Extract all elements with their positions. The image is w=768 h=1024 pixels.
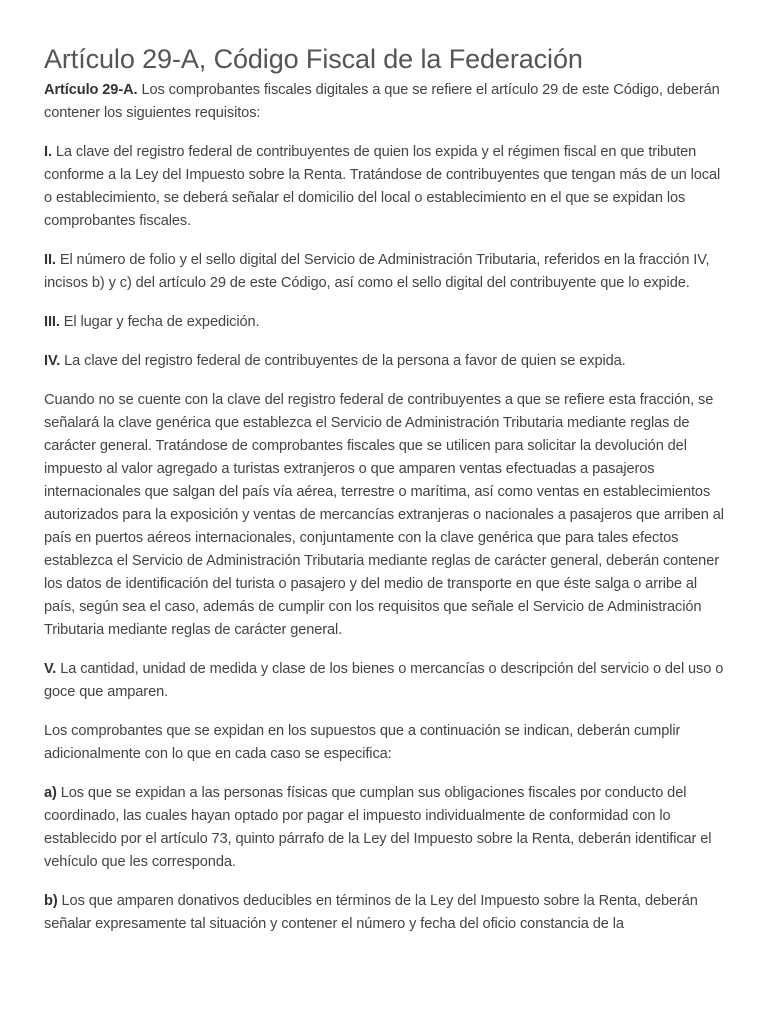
paragraph-text: El número de folio y el sello digital del Servicio de Administración Tributaria, referidos en la fracción IV, incisos b) y c) del artículo 29 de este Código, así como el sello digital del contribuyente que lo expide. (44, 252, 710, 291)
paragraph-text: La clave del registro federal de contribuyentes de la persona a favor de quien se expida. (60, 353, 626, 369)
paragraph-text: Los que se expidan a las personas físicas que cumplan sus obligaciones fiscales por conducto del coordinado, las cuales hayan optado por pagar el impuesto individualmente de conformidad con lo establecido por el artículo 73, quinto párrafo de la Ley del Impuesto sobre la Renta, deberán identificar el vehículo que les corresponda. (44, 785, 712, 870)
paragraph-fraction-iv-detail (44, 389, 728, 642)
paragraph-lead: II. (44, 252, 56, 268)
paragraph-text: La clave del registro federal de contribuyentes de quien los expida y el régimen fiscal en que tributen conforme a la Ley del Impuesto sobre la Renta. Tratándose de contribuyentes que tengan más de un local o establecimiento, se deberá señalar el domicilio del local o establecimiento en el que se expidan los comprobantes fiscales. (44, 144, 721, 229)
paragraph-inciso-a (44, 782, 728, 874)
paragraph-text: Los comprobantes que se expidan en los supuestos que a continuación se indican, deberán cumplir adicionalmente con lo que en cada caso se especifica: (44, 723, 681, 762)
paragraph-fraction-i (44, 141, 728, 233)
page-title: Artículo 29-A, Código Fiscal de la Federación (44, 44, 583, 74)
paragraph-lead: IV. (44, 353, 61, 369)
paragraph-lead: III. (44, 314, 60, 330)
paragraph-fraction-iii (44, 311, 728, 334)
paragraph-lead: V. (44, 661, 57, 677)
paragraph-fraction-ii (44, 249, 728, 295)
paragraph-lead: b) (44, 893, 58, 909)
paragraph-text: Cuando no se cuente con la clave del registro federal de contribuyentes a que se refiere esta fracción, se señalará la clave genérica que establezca el Servicio de Administración Tributaria mediante reglas de carácter general. Tratándose de comprobantes fiscales que se utilicen para solicitar la devolución del impuesto al valor agregado a turistas extranjeros o que amparen ventas efectuadas a pasajeros internacionales que salgan del país vía aérea, terrestre o marítima, así como ventas en establecimientos autorizados para la exposición y ventas de mercancías extranjeras o nacionales a pasajeros que arriben al país en puertos aéreos internacionales, conjuntamente con la clave genérica que para tales efectos establezca el Servicio de Administración Tributaria mediante reglas de carácter general, deberán contener los datos de identificación del turista o pasajero y del medio de transporte en que éste salga o arribe al país, según sea el caso, además de cumplir con los requisitos que señale el Servicio de Administración Tributaria mediante reglas de carácter general. (44, 392, 724, 638)
paragraph-supuestos (44, 720, 728, 766)
paragraph-text: Los que amparen donativos deducibles en términos de la Ley del Impuesto sobre la Renta, deberán señalar expresamente tal situación y contener el número y fecha del oficio constancia de la (44, 893, 698, 932)
paragraph-text: Los comprobantes fiscales digitales a que se refiere el artículo 29 de este Código, deberán contener los siguientes requisitos: (44, 82, 720, 121)
paragraph-lead: I. (44, 144, 52, 160)
paragraph-fraction-v (44, 658, 728, 704)
paragraph-intro (44, 79, 728, 125)
paragraph-lead: a) (44, 785, 57, 801)
paragraph-fraction-iv (44, 350, 728, 373)
paragraph-lead: Artículo 29-A. (44, 82, 138, 98)
paragraph-text: El lugar y fecha de expedición. (59, 314, 260, 330)
paragraph-inciso-b (44, 890, 728, 936)
paragraph-text: La cantidad, unidad de medida y clase de los bienes o mercancías o descripción del servicio o del uso o goce que amparen. (44, 661, 724, 700)
document-page (44, 40, 728, 952)
